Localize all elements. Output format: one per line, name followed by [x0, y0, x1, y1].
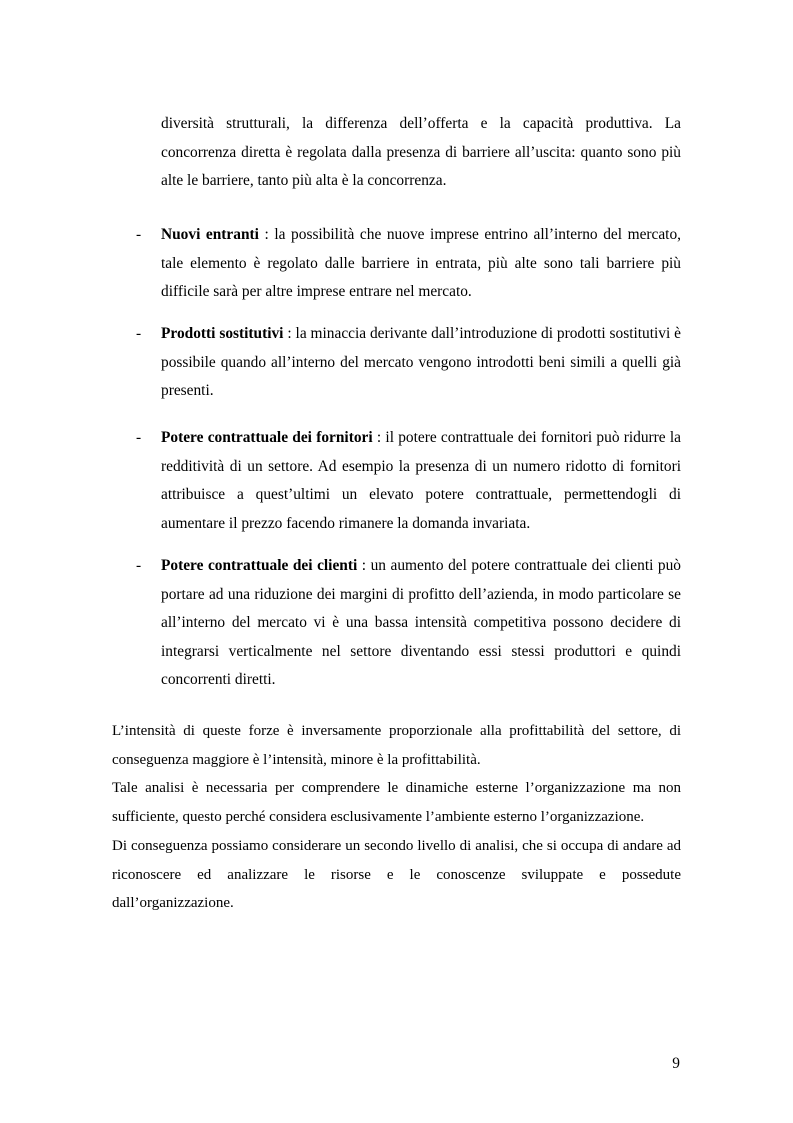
closing-line-1: L’intensità di queste forze è inversamente proporzionale alla profittabilità del settore, di conseguenza maggiore è l’intensità, minore è la profittabilità.	[112, 723, 681, 768]
bullet-term: Prodotti sostitutivi	[161, 325, 284, 342]
closing-line-2: Tale analisi è necessaria per comprendere le dinamiche esterne l’organizzazione ma non sufficiente, questo perché considera esclusivamente l’ambiente esterno l’organizzazione.	[112, 780, 681, 826]
bullet-description: : un aumento del potere contrattuale dei clienti può portare ad una riduzione dei margini di profitto dell’azienda, in modo particolare se all’interno del mercato vi è una bassa intensità competitiva possono decidere di integrarsi verticalmente nel settore diventando essi stessi produttori e quindi concorrenti diretti.	[161, 557, 681, 688]
bullet-text	[161, 221, 681, 307]
bullet-dash: -	[136, 557, 142, 574]
bullet-dash: -	[136, 226, 142, 243]
closing-paragraph	[112, 717, 681, 918]
continuation-paragraph: diversità strutturali, la differenza dell’offerta e la capacità produttiva. La concorrenza diretta è regolata dalla presenza di barriere all’uscita: quanto sono più alte le barriere, tanto più alta è la concorrenza.	[161, 115, 681, 189]
bullet-term: Potere contrattuale dei fornitori	[161, 429, 373, 446]
bullet-description: : la minaccia derivante dall’introduzione di prodotti sostitutivi è possibile quando all’interno del mercato vengono introdotti beni simili a quelli già presenti.	[161, 325, 681, 399]
closing-line-3: Di conseguenza possiamo considerare un secondo livello di analisi, che si occupa di andare ad riconoscere ed analizzare le risorse e le conoscenze sviluppate e possedute dall’organizzazione.	[112, 837, 681, 912]
bullet-text	[161, 424, 681, 538]
page-number: 9	[672, 1055, 680, 1072]
bullet-description: : il potere contrattuale dei fornitori può ridurre la redditività di un settore. Ad esempio la presenza di un numero ridotto di fornitori attribuisce a quest’ultimi un elevato potere contrattuale, permettendogli di aumentare il prezzo facendo rimanere la domanda invariata.	[161, 429, 681, 532]
bullet-term: Nuovi entranti	[161, 226, 259, 243]
bullet-dash: -	[136, 429, 142, 446]
bullet-description: : la possibilità che nuove imprese entrino all’interno del mercato, tale elemento è regolato dalle barriere in entrata, più alte sono tali barriere più difficile sarà per altre imprese entrare nel mercato.	[161, 226, 682, 300]
bullet-text	[161, 320, 681, 406]
bullet-text	[161, 552, 681, 695]
bullet-term: Potere contrattuale dei clienti	[161, 557, 358, 574]
bullet-dash: -	[136, 325, 142, 342]
